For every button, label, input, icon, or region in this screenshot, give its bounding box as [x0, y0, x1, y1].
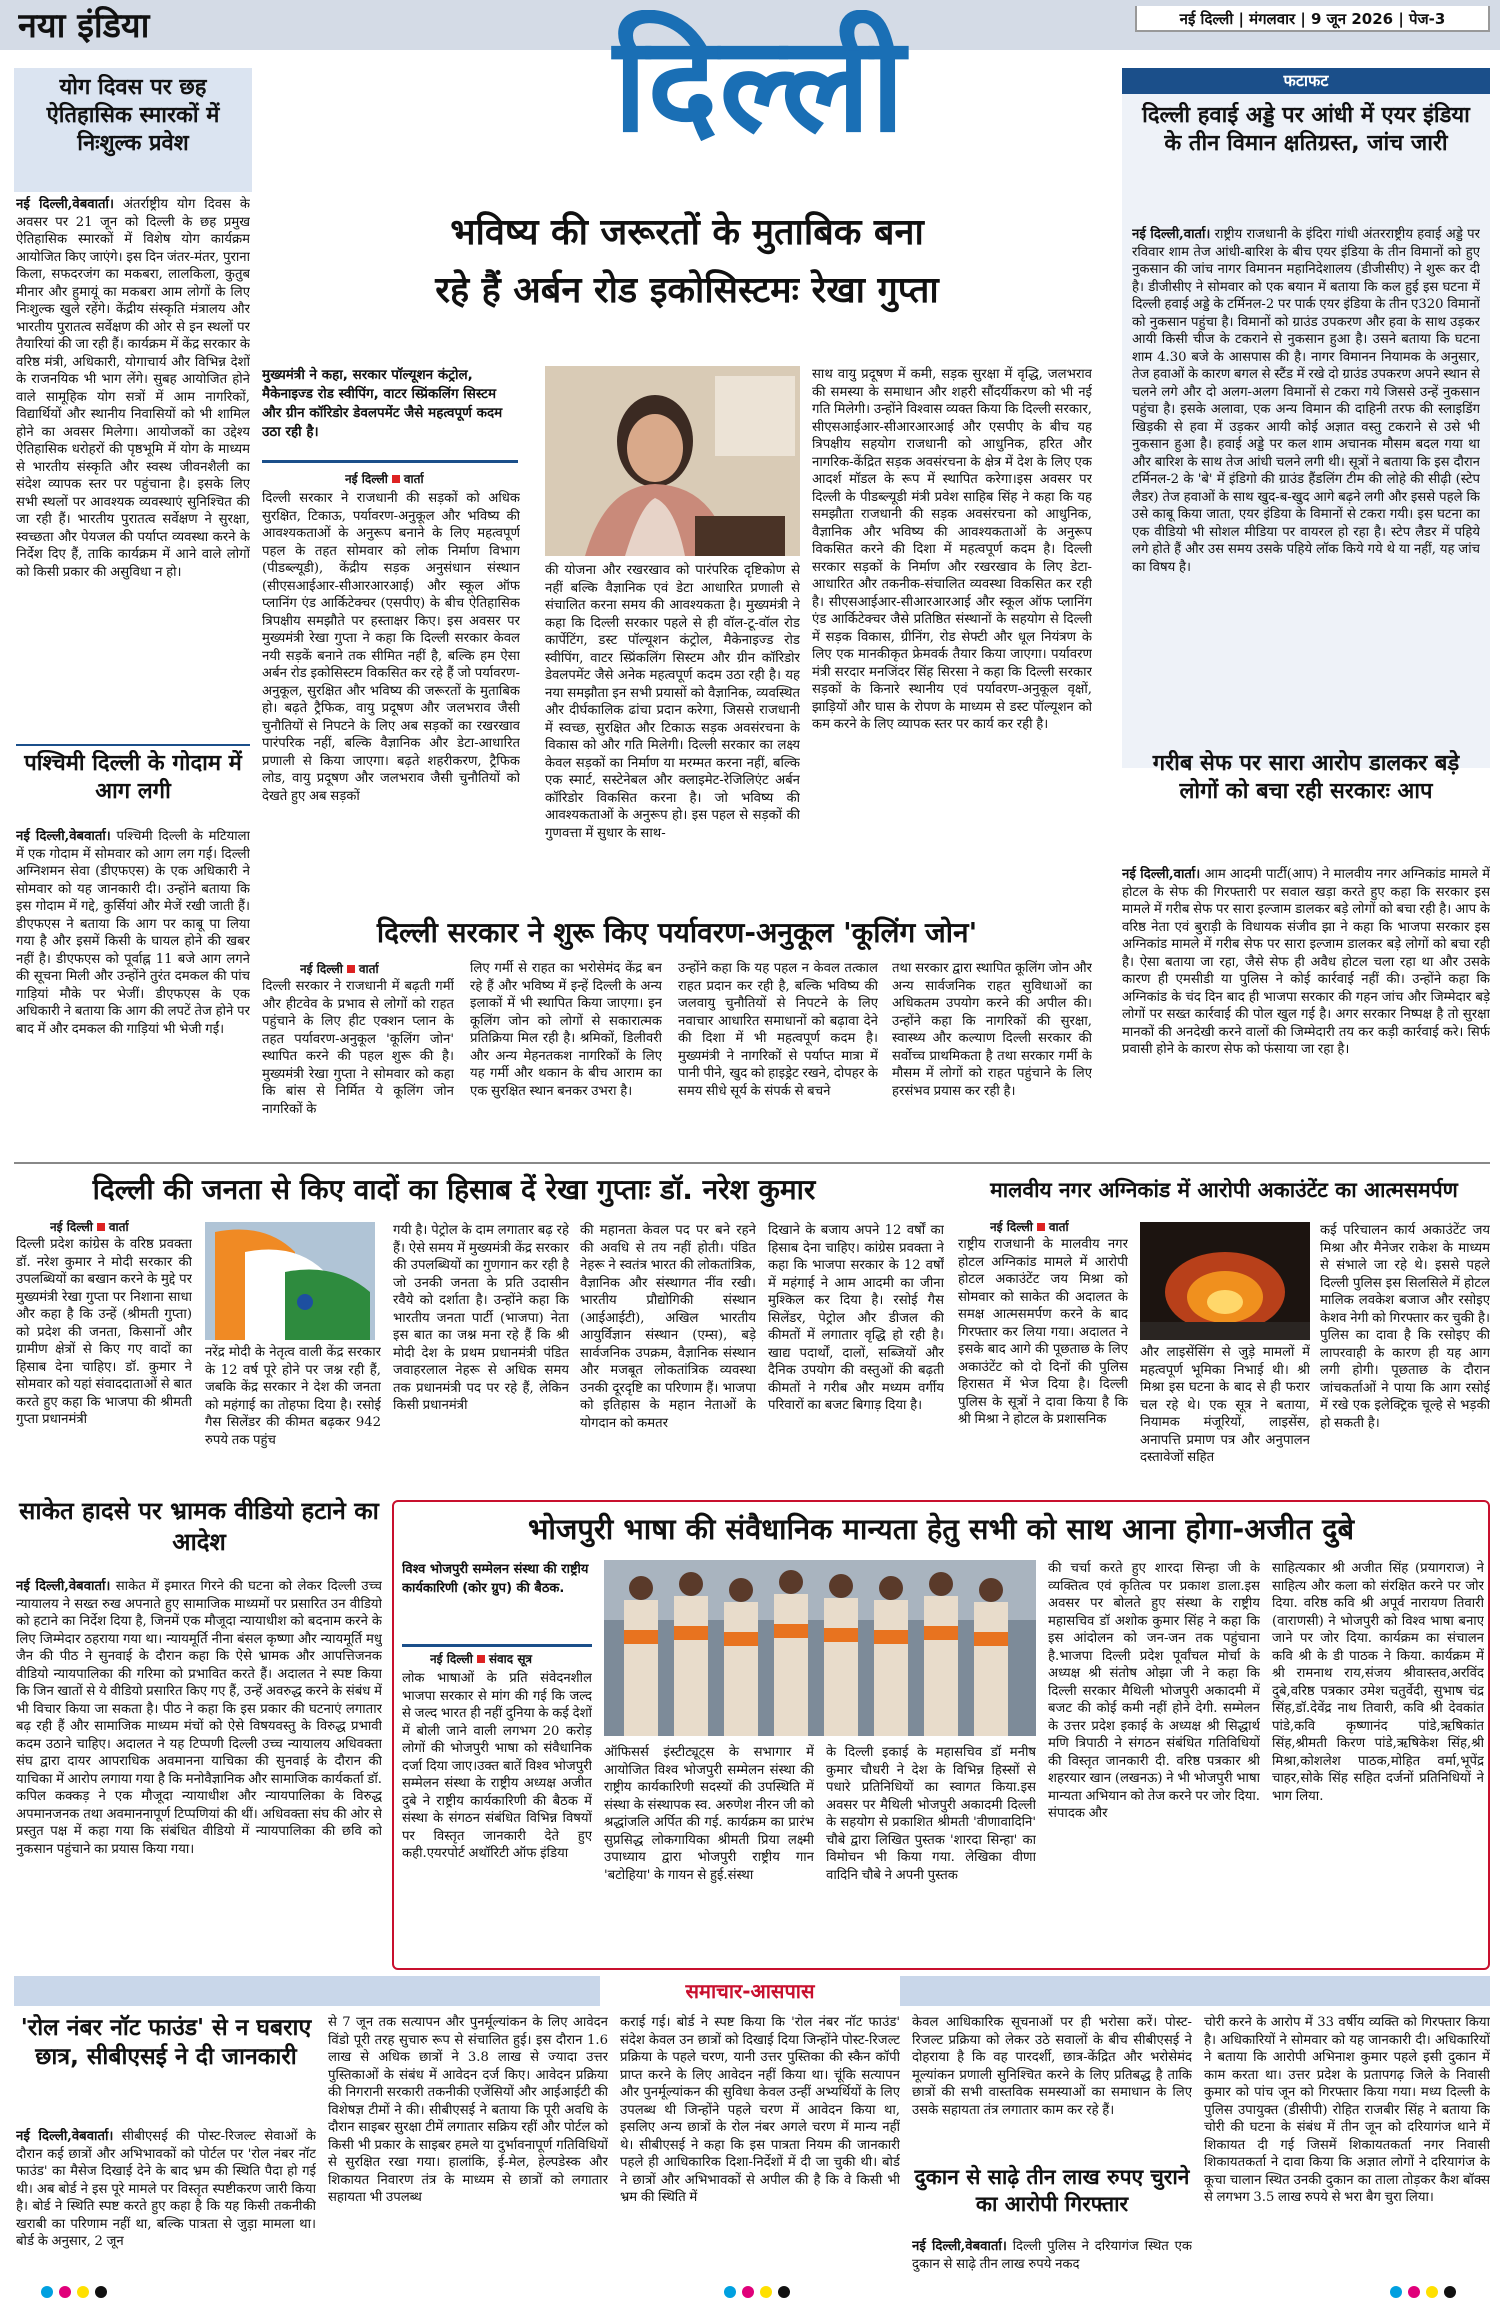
aap-dateline: नई दिल्ली,वार्ता। — [1122, 867, 1201, 882]
bhojpuri-col5: साहित्यकार श्री अजीत सिंह (प्रयागराज) ने साहित्य और कला को संरक्षित करने पर जोर दिया. वरिष्ठ कवि श्री अपूर्व नारायण तिवारी (वाराणसी) ने भोजपुरी को विश्व भाषा बनाए जाने पर जोर दिया. कार्यक्रम का संचालन कवि श्री के डी पाठक ने किया. कार्यक्रम में श्री रामनाथ राय,संजय श्रीवास्तव,अरविंद दुबे,वरिष्ठ पत्रकार उमेश चतुर्वेदी, सुभाष चंद्र सिंह,डॉ.देवेंद्र नाथ तिवारी, कवि श्री देवकांत पांडे,कवि कृष्णानंद पांडे,ऋषिकांत सिंह,श्रीमती किरण पांडे,ऋषिकेश सिंह,श्री मिश्रा,कोशलेश पाठक,मोहित वर्मा,भूपेंद्र चाहर,सोके सिंह सहित दर्जनों प्रतिनिधियों ने भाग लिया. — [1272, 1561, 1484, 1804]
cooling-col1: दिल्ली सरकार ने राजधानी में बढ़ती गर्मी और हीटवेव के प्रभाव से लोगों को राहत पहुंचाने के लिए हीट एक्शन प्लान के तहत पर्यावरण-अनुकूल 'कूलिंग जोन' स्थापित करने की पहल शुरू की है। मुख्यमंत्री रेखा गुप्ता ने सोमवार को कहा कि बांस से निर्मित ये कूलिंग जोन नागरिकों के — [262, 979, 454, 1117]
main-col3: साथ वायु प्रदूषण में कमी, सड़क सुरक्षा में वृद्धि, जलभराव की समस्या के समाधान और शहरी सौंदर्यीकरण को भी नई गति मिलेगी। उन्होंने विश्वास व्यक्त किया कि दिल्ली सरकार, सीएसआईआर-सीआरआरआई और एसपीए के बीच यह त्रिपक्षीय सहयोग राजधानी को आधुनिक, हरित और नागरिक-केंद्रित सड़क अवसंरचना के क्षेत्र में देश के लिए एक आदर्श मॉडल के रूप में स्थापित करेगा।इस अवसर पर दिल्ली के पीडब्ल्यूडी मंत्री प्रवेश साहिब सिंह ने कहा कि यह समझौता राजधानी की सड़क अवसंरचना को आधुनिक, वैज्ञानिक और भविष्य की आवश्यकताओं के अनुरूप विकसित करने की दिशा में महत्वपूर्ण कदम है। दिल्ली सरकार सड़कों के निर्माण और रखरखाव के लिए डेटा-आधारित और तकनीक-संचालित व्यवस्था विकसित कर रही है। सीएसआईआर-सीआरआरआई और स्कूल ऑफ प्लानिंग एंड आर्किटेक्चर जैसे प्रतिष्ठित संस्थानों के सहयोग से दिल्ली में सड़क विकास, ग्रीनिंग, रोड सेफ्टी और धूल नियंत्रण के लिए एक मानकीकृत फ्रेमवर्क तैयार किया जाएगा। पर्यावरण मंत्री सरदार मनजिंदर सिंह सिरसा ने कहा कि दिल्ली सरकार सड़कों के किनारे स्थानीय एवं पर्यावरण-अनुकूल वृक्षों, झाड़ियों और घास के रोपण के माध्यम से डस्ट पॉल्यूशन को कम करने के लिए व्यापक स्तर पर कार्य कर रही है। — [812, 367, 1092, 732]
yoga-body — [16, 196, 250, 740]
yoga-dateline: नई दिल्ली,वेबवार्ता। — [16, 197, 114, 212]
cbse-col3: कराई गई। बोर्ड ने स्पष्ट किया कि 'रोल नंबर नॉट फाउंड' संदेश केवल उन छात्रों को दिखाई दिया जिन्होंने पोस्ट-रिजल्ट प्रक्रिया के पहले चरण, यानी उत्तर पुस्तिका की स्कैन कॉपी प्राप्त करने के लिए आवेदन नहीं किया था। चूंकि सत्यापन और पुनर्मूल्यांकन की सुविधा केवल उन्हीं अभ्यर्थियों के लिए उपलब्ध थी जिन्होंने पहले चरण में आवेदन किया था, इसलिए अन्य छात्रों के रोल नंबर अगले चरण में मान्य नहीं थे। सीबीएसई ने कहा कि इस पात्रता नियम की जानकारी पहले ही आधिकारिक दिशा-निर्देशों में दी जा चुकी थी। बोर्ड ने छात्रों और अभिभावकों से अपील की है कि वे किसी भी भ्रम की स्थिति में — [620, 2015, 900, 2205]
cooling-byline-agency: वार्ता — [358, 962, 379, 976]
naresh-headline: दिल्ली की जनता से किए वादों का हिसाब दें रेखा गुप्ताः डॉ. नरेश कुमार — [92, 1173, 816, 1206]
naresh-col3: गयी है। पेट्रोल के दाम लगातार बढ़ रहे हैं। ऐसे समय में मुख्यमंत्री केंद्र सरकार की उपलब्धियों का गुणगान कर रही है जो उनकी जनता के प्रति उदासीन रवैये को दर्शाता है। उन्होंने कहा कि भारतीय जनता पार्टी (भाजपा) नेता इस बात का जश्न मना रहे हैं कि श्री मोदी देश के प्रथम प्रधानमंत्री पंडित जवाहरलाल नेहरू से अधिक समय तक प्रधानमंत्री पद पर रहे हैं, लेकिन किसी प्रधानमंत्री — [393, 1223, 569, 1413]
malviya-byline-agency: वार्ता — [1048, 1220, 1069, 1234]
bhojpuri-byline — [430, 1650, 600, 1668]
main-headline-line2: रहे हैं अर्बन रोड इकोसिस्टमः रेखा गुप्ता — [435, 270, 939, 311]
fire-photo — [1140, 1222, 1310, 1340]
divider — [16, 744, 250, 746]
naresh-col1: दिल्ली प्रदेश कांग्रेस के वरिष्ठ प्रवक्ता डॉ. नरेश कुमार ने मोदी सरकार की उपलब्धियों का बखान करने के मुद्दे पर मुख्यमंत्री रेखा गुप्ता पर निशाना साधा और कहा है कि उन्हें (श्रीमती गुप्ता) को प्रदेश की जनता, किसानों और ग्रामीण क्षेत्रों से किए गए वादों का हिसाब देना चाहिए। डॉ. कुमार ने सोमवार को यहां संवाददाताओं से बात करते हुए कहा कि भाजपा की श्रीमती गुप्ता प्रधानमंत्री — [16, 1237, 192, 1427]
congress-flag-photo — [205, 1222, 375, 1340]
cbse-headline: 'रोल नंबर नॉट फाउंड' से न घबराए छात्र, सीबीएसई ने दी जानकारी — [20, 2015, 312, 2071]
bhojpuri-byline-city: नई दिल्ली — [430, 1652, 473, 1666]
cooling-headline: दिल्ली सरकार ने शुरू किए पर्यावरण-अनुकूल 'कूलिंग जोन' — [376, 916, 978, 949]
bhojpuri-byline-agency: संवाद सूत्र — [488, 1652, 533, 1666]
godown-headline: पश्चिमी दिल्ली के गोदाम में आग लगी — [24, 751, 242, 805]
naresh-byline — [50, 1218, 210, 1236]
theft-dateline: नई दिल्ली,वेबवार्ता। — [912, 2239, 1007, 2254]
godown-text: पश्चिमी दिल्ली के मटियाला में एक गोदाम में सोमवार को आग लग गई। दिल्ली अग्निशमन सेवा (डीएफएस) के एक अधिकारी ने सोमवार को यह जानकारी दी। उन्होंने बताया कि इस गोदाम में गद्दे, कुर्सियां और मेजें रखी जाती हैं। डीएफएस ने बताया कि आग पर काबू पा लिया गया है और इसमें किसी के घायल होने की खबर नहीं है। डीएफएस को पूर्वाह्न 11 बजे आग लगने की सूचना मिली और उन्होंने तुरंत दमकल की पांच गाड़ियां मौके पर भेजीं। डीएफएस के एक अधिकारी ने बताया कि आग की लपटें तेज होने पर बाद में और दमकल की गाड़ियां भी भेजी गईं। — [16, 829, 250, 1037]
main-byline — [345, 470, 515, 488]
book-launch-photo — [604, 1560, 1036, 1736]
bhojpuri-headline: भोजपुरी भाषा की संवैधानिक मान्यता हेतु सभी को साथ आना होगा-अजीत दुबे — [527, 1512, 1355, 1546]
aap-body — [1122, 866, 1490, 1158]
malviya-headline: मालवीय नगर अग्निकांड में आरोपी अकाउंटेंट का आत्मसमर्पण — [990, 1178, 1458, 1202]
bhojpuri-subhead: विश्व भोजपुरी सम्मेलन संस्था की राष्ट्रीय कार्यकारिणी (कोर ग्रुप) की बैठक. — [402, 1562, 589, 1596]
naresh-col5: दिखाने के बजाय अपने 12 वर्षों का हिसाब देना चाहिए। कांग्रेस प्रवक्ता ने कहा कि भाजपा सरकार के 12 वर्षों में महंगाई ने आम आदमी का जीना मुश्किल कर दिया है। रसोई गैस सिलेंडर, पेट्रोल और डीजल की कीमतों में लगातार वृद्धि हो रही है। खाद्य पदार्थों, दालों, सब्जियों और दैनिक उपयोग की वस्तुओं की बढ़ती कीमतों ने गरीब और मध्यम वर्गीय परिवारों का बजट बिगाड़ दिया है। — [768, 1223, 944, 1413]
bhojpuri-col4: की चर्चा करते हुए शारदा सिन्हा जी के व्यक्तित्व एवं कृतित्व पर प्रकाश डाला.इस अवसर पर बोलते हुए संस्था के राष्ट्रीय महासचिव डॉ अशोक कुमार सिंह ने कहा कि इस आंदोलन को जन-जन तक पहुंचाना है.भाजपा दिल्ली प्रदेश पूर्वांचल मोर्चा के अध्यक्ष श्री संतोष ओझा जी ने कहा कि दिल्ली सरकार मैथिली भोजपुरी अकादमी में बजट की कोई कमी नहीं होने देगी. सम्मेलन के उत्तर प्रदेश इकाई के अध्यक्ष श्री सिद्धार्थ मणि त्रिपाठी ने संगठन संबंधित गतिविधियों की विस्तृत जानकारी दी. वरिष्ठ पत्रकार श्री शहरयार खान (लखनऊ) ने भी भोजपुरी भाषा मान्यता अभियान को तेज करने पर जोर दिया. संपादक और — [1048, 1561, 1260, 1821]
cbse-col1 — [16, 2128, 316, 2280]
main-byline-agency: वार्ता — [403, 472, 424, 486]
section-divider — [14, 1162, 1490, 1164]
section-label: समाचार-आसपास — [600, 1976, 900, 2006]
naresh-col2: नरेंद्र मोदी के नेतृत्व वाली केंद्र सरकार के 12 वर्ष पूरे होने पर जश्न रही हैं, जबकि केंद्र सरकार ने देश की जनता को महंगाई का तोहफा दिया है। रसोई गैस सिलेंडर की कीमत बढ़कर 942 रुपये तक पहुंच — [205, 1345, 381, 1448]
main-col1: दिल्ली सरकार ने राजधानी की सड़कों को अधिक सुरक्षित, टिकाऊ, पर्यावरण-अनुकूल और भविष्य की आवश्यकताओं के अनुरूप बनाने के लिए महत्वपूर्ण पहल के तहत सोमवार को लोक निर्माण विभाग (पीडब्ल्यूडी), केंद्रीय सड़क अनुसंधान संस्थान (सीएसआईआर-सीआरआरआई) और स्कूल ऑफ प्लानिंग एंड आर्किटेक्चर (एसपीए) के बीच ऐतिहासिक त्रिपक्षीय समझौते पर हस्ताक्षर किए। इस अवसर पर मुख्यमंत्री रेखा गुप्ता ने कहा कि दिल्ली सरकार केवल नयी सड़कें बनाने तक सीमित नहीं है, बल्कि हम ऐसा अर्बन रोड इकोसिस्टम विकसित कर रहे हैं जो पर्यावरण-अनुकूल, सुरक्षित और भविष्य की जरूरतों के मुताबिक हो। बढ़ते ट्रैफिक, वायु प्रदूषण और जलभराव जैसी चुनौतियों से निपटने के लिए अब सड़कों का रखरखाव पारंपरिक नहीं, बल्कि वैज्ञानिक और डेटा-आधारित प्रणाली से किया जाएगा। बढ़ते शहरीकरण, ट्रैफिक लोड, वायु प्रदूषण और जलभराव जैसी चुनौतियों को देखते हुए अब सड़कों — [262, 491, 520, 804]
main-col2: की योजना और रखरखाव को पारंपरिक दृष्टिकोण से नहीं बल्कि वैज्ञानिक एवं डेटा आधारित प्रणाली से संचालित करना समय की आवश्यकता है। मुख्यमंत्री ने कहा कि दिल्ली सरकार पहले से ही वॉल-टू-वॉल रोड कार्पेटिंग, डस्ट पॉल्यूशन कंट्रोल, मैकेनाइज्ड रोड स्वीपिंग, वाटर स्प्रिंकलिंग सिस्टम और ग्रीन कॉरिडोर डेवलपमेंट जैसे अनेक महत्वपूर्ण कदम उठा रही है। यह नया समझौता इन सभी प्रयासों को वैज्ञानिक, व्यवस्थित और दीर्घकालिक ढांचा प्रदान करेगा, जिससे राजधानी में स्वच्छ, सुरक्षित और टिकाऊ सड़क अवसंरचना के विकास को और गति मिलेगी। दिल्ली सरकार का लक्ष्य केवल सड़कों का निर्माण या मरम्मत करना नहीं, बल्कि एक स्मार्ट, सस्टेनेबल और क्लाइमेट-रेजिलिएंट अर्बन कॉरिडोर विकसित करना है। जो भविष्य की आवश्यकताओं के अनुरूप हो। इस पहल से सड़कों की गुणवत्ता में सुधार के साथ- — [545, 563, 800, 841]
cbse-dateline: नई दिल्ली,वेबवार्ता। — [16, 2129, 114, 2144]
page-city-title: दिल्ली — [613, 10, 907, 160]
bhojpuri-col3: के दिल्ली इकाई के महासचिव डॉ मनीष कुमार चौधरी ने देश के विभिन्न हिस्सों से पधारे प्रतिनिधियों का स्वागत किया.इस अवसर पर मैथिली भोजपुरी अकादमी दिल्ली के सहयोग से प्रकाशित श्रीमती 'वीणावादिनि' चौबे द्वारा लिखित पुस्तक 'शारदा सिन्हा' का विमोचन भी किया गया. लेखिका वीणा वादिनि चौबे ने अपनी पुस्तक — [826, 1745, 1036, 1883]
yoga-headline: योग दिवस पर छह ऐतिहासिक स्मारकों में निःशुल्क प्रवेश — [46, 75, 220, 157]
cbse-col2: से 7 जून तक सत्यापन और पुनर्मूल्यांकन के लिए आवेदन विंडो पूरी तरह सुचारु रूप से संचालित हुई। इस दौरान 1.6 लाख से अधिक छात्रों ने 3.8 लाख से ज्यादा उत्तर पुस्तिकाओं के संबंध में आवेदन दर्ज किए। आवेदन प्रक्रिया की निगरानी सरकारी तकनीकी एजेंसियों और आईआईटी की विशेषज्ञ टीमों ने की। सीबीएसई ने बताया कि पूरी अवधि के दौरान साइबर सुरक्षा टीमें लगातार सक्रिय रहीं और पोर्टल को किसी भी प्रकार के साइबर हमले या दुर्भावनापूर्ण गतिविधियों से सुरक्षित रखा गया। हालांकि, ई-मेल, हेल्पडेस्क और शिकायत निवारण तंत्र के माध्यम से छात्रों को लगातार सहायता भी उपलब्ध — [328, 2015, 608, 2205]
naresh-byline-city: नई दिल्ली — [50, 1220, 93, 1234]
saket-headline: साकेत हादसे पर भ्रामक वीडियो हटाने का आदेश — [19, 1497, 379, 1556]
main-headline-line1: भविष्य की जरूरतों के मुताबिक बना — [450, 212, 924, 253]
dateline-bar: नई दिल्ली | मंगलवार | 9 जून 2026 | पेज-3 — [1135, 6, 1490, 32]
cooling-byline-city: नई दिल्ली — [300, 962, 343, 976]
divider — [402, 1644, 592, 1647]
cooling-col2: लिए गर्मी से राहत का भरोसेमंद केंद्र बन रहे हैं और भविष्य में इन्हें दिल्ली के अन्य इलाकों में भी स्थापित किया जाएगा। इन कूलिंग जोन को लोगों से सकारात्मक प्रतिक्रिया मिल रही है। श्रमिकों, डिलीवरी और अन्य मेहनतकश नागरिकों के लिए यह गर्मी और थकान के बीच आराम का एक सुरक्षित स्थान बनकर उभरा है। — [470, 961, 662, 1099]
main-summary: मुख्यमंत्री ने कहा, सरकार पॉल्यूशन कंट्रोल, मैकेनाइज्ड रोड स्वीपिंग, वाटर स्प्रिंकलिंग सिस्टम और ग्रीन कॉरिडोर डेवलपमेंट जैसे महत्वपूर्ण कदम उठा रही है। — [262, 367, 503, 440]
cooling-col3: उन्होंने कहा कि यह पहल न केवल तत्काल राहत प्रदान कर रही है, बल्कि भविष्य की जलवायु चुनौतियों से निपटने के लिए नवाचार आधारित समाधानों को बढ़ावा देने की दिशा में भी महत्वपूर्ण कदम है। मुख्यमंत्री ने नागरिकों से पर्याप्त मात्रा में पानी पीने, खुद को हाइड्रेट रखने, दोपहर के समय सीधे सूर्य के संपर्क से बचने — [678, 961, 878, 1099]
saket-body — [16, 1578, 382, 1968]
fatafat-dateline: नई दिल्ली,वार्ता। — [1132, 227, 1211, 242]
registration-marks — [40, 2284, 1460, 2298]
godown-dateline: नई दिल्ली,वेबवार्ता। — [16, 829, 111, 844]
theft-col2: चोरी करने के आरोप में 33 वर्षीय व्यक्ति को गिरफ्तार किया है। अधिकारियों ने सोमवार को यह जानकारी दी। अधिकारियों ने बताया कि आरोपी अभिनाश कुमार पहले इसी दुकान में काम करता था। उत्तर प्रदेश के प्रतापगढ़ जिले के निवासी कुमार को पांच जून को गिरफ्तार किया गया। मध्य दिल्ली के पुलिस उपायुक्त (डीसीपी) रोहित राजबीर सिंह ने बताया कि चोरी की घटना के संबंध में तीन जून को दरियागंज थाने में शिकायत दी गई जिसमें शिकायतकर्ता नगर निवासी शिकायतकर्ता ने दावा किया कि अज्ञात लोगों ने दरियागंज के कूचा चालान स्थित उनकी दुकान का ताला तोड़कर कैश बॉक्स से लगभग 3.5 लाख रुपये से भरा बैग चुरा लिया। — [1204, 2015, 1490, 2205]
fatafat-text: राष्ट्रीय राजधानी के इंदिरा गांधी अंतरराष्ट्रीय हवाई अड्डे पर रविवार शाम तेज आंधी-बारिश के बीच एयर इंडिया के तीन विमानों को हुए नुकसान की जांच नागर विमानन महानिदेशालय (डीजीसीए) ने शुरू कर दी है। डीजीसीए ने सोमवार को एक बयान में बताया कि कल हुई इस घटना में दिल्ली हवाई अड्डे के टर्मिनल-2 पर पार्क एयर इंडिया के तीन ए320 विमानों को नुकसान पहुंचा है। विमानों को ग्राउंड उपकरण और हवा के साथ उड़कर आयी किसी चीज के टकराने से नुकसान हुआ है। उसने बताया कि घटना शाम 4.30 बजे के आसपास की है। नागर विमानन नियामक के अनुसार, तेज हवाओं के कारण बगल से स्टैंड में रखे दो ग्राउंड उपकरण अपने स्थान से चलने लगे और दो अलग-अलग विमानों से टकरा गये जिससे उन्हें नुकसान पहुंचा है। इसके अलावा, एक अन्य विमान की दाहिनी तरफ की स्लाइडिंग खिड़की से हवा में उड़कर आयी कोई अज्ञात वस्तु टकराने से उसे भी नुकसान हुआ है। हवाई अड्डे पर कल शाम अचानक मौसम बदल गया था और बारिश के साथ तेज आंधी चलने लगी थी। सूत्रों ने बताया कि इस दौरान टर्मिनल-2 के 'बे' में इंडिगो की ग्राउंड हैंडलिंग टीम की लोहे की सीढ़ी (स्टेप लैडर) तेज हवाओं के साथ खुद-ब-खुद आगे बढ़ने लगी और इससे पहले कि उसे काबू किया जाता, एयर इंडिया के विमानों से टकरा गयी। इस घटना का एक वीडियो भी सोशल मीडिया पर वायरल हो रहा है। स्टेप लैडर में पहिये लगे होते हैं और उस समय उसके पहिये लॉक किये गये थे या नहीं, यह जांच का विषय है। — [1132, 227, 1480, 575]
saket-text: साकेत में इमारत गिरने की घटना को लेकर दिल्ली उच्च न्यायालय ने सख्त रुख अपनाते हुए सामाजिक माध्यमों पर प्रसारित उन वीडियो को हटाने का निर्देश दिया है, जिनमें एक मौजूदा न्यायाधीश को बदनाम करने के लिए जिम्मेदार ठहराया गया था। न्यायमूर्ति नीना बंसल कृष्णा और न्यायमूर्ति मधु जैन की पीठ ने सुनवाई के दौरान कहा कि ऐसे भ्रामक और आपत्तिजनक वीडियो न्यायपालिका की गरिमा को प्रभावित करते हैं। अदालत ने स्पष्ट किया कि जिन खातों से ये वीडियो प्रसारित किए गए हैं, उन्हें अवरुद्ध करने के संबंध में भी विचार किया जा सकता है। पीठ ने कहा कि इस प्रकार की घटनाएं लगातार बढ़ रही हैं और सामाजिक माध्यम मंचों को ऐसे विषयवस्तु के विरुद्ध प्रभावी कदम उठाने चाहिए। अदालत ने यह टिप्पणी दिल्ली उच्च न्यायालय अधिवक्ता संघ द्वारा दायर आपराधिक अवमानना याचिका की सुनवाई के दौरान की याचिका में आरोप लगाया गया है कि मनोवैज्ञानिक और सामाजिक कार्यकर्ता डॉ. कपिल कक्कड़ ने एक मौजूदा न्यायाधीश और न्यायपालिका के विरुद्ध अपमानजनक तथा अवमाननापूर्ण टिप्पणियां की थीं। अधिवक्ता संघ की ओर से प्रस्तुत पक्ष में कहा गया कि संबंधित वीडियो में न्यायपालिका की छवि को नुकसान पहुंचाने का प्रयास किया गया। — [16, 1579, 382, 1857]
naresh-col4: की महानता केवल पद पर बने रहने की अवधि से तय नहीं होती। पंडित नेहरू ने स्वतंत्र भारत की लोकतांत्रिक, वैज्ञानिक और संस्थागत नींव रखी। भारतीय प्रौद्योगिकी संस्थान (आईआईटी), अखिल भारतीय आयुर्विज्ञान संस्थान (एम्स), बड़े सार्वजनिक उपक्रम, वैज्ञानिक संस्थान और मजबूत लोकतांत्रिक व्यवस्था उनकी दूरदृष्टि का परिणाम हैं। भाजपा को इतिहास के महान नेताओं के योगदान को कमतर — [580, 1223, 756, 1431]
main-byline-city: नई दिल्ली — [345, 472, 388, 486]
cbse-col4: केवल आधिकारिक सूचनाओं पर ही भरोसा करें। पोस्ट-रिजल्ट प्रक्रिया को लेकर उठे सवालों के बीच सीबीएसई ने दोहराया है कि वह पारदर्शी, छात्र-केंद्रित और भरोसेमंद मूल्यांकन प्रणाली सुनिश्चित करने के लिए प्रतिबद्ध है ताकि छात्रों की सभी वास्तविक समस्याओं का समाधान के लिए उसके सहायता तंत्र लगातार काम कर रहे हैं। — [912, 2015, 1192, 2118]
theft-body — [912, 2238, 1192, 2280]
malviya-col3: कई परिचालन कार्य अकाउंटेंट जय मिश्रा और मैनेजर राकेश के माध्यम से संभाले जा रहे थे। इससे पहले दिल्ली पुलिस इस सिलसिले में होटल मालिक लवकेश बजाज और रसोइए केशव नेगी को गिरफ्तार कर चुकी है। पुलिस का दावा है कि रसोइए की लापरवाही के कारण ही यह आग लगी होगी। पूछताछ के दौरान जांचकर्ताओं ने पाया कि आग रसोई में रखे एक इलेक्ट्रिक चूल्हे से भड़की हो सकती है। — [1320, 1223, 1490, 1431]
fatafat-headline: दिल्ली हवाई अड्डे पर आंधी में एयर इंडिया के तीन विमान क्षतिग्रस्त, जांच जारी — [1142, 103, 1470, 157]
aap-headline: गरीब सेफ पर सारा आरोप डालकर बड़े लोगों को बचा रही सरकारः आप — [1152, 751, 1460, 805]
bhojpuri-col2: ऑफिसर्स इंस्टीट्यूट्स के सभागार में आयोजित विश्व भोजपुरी सम्मेलन संस्था की राष्ट्रीय कार्यकारिणी सदस्यों की उपस्थिति में संस्था के संस्थापक स्व. अरुणेश नीरन जी को श्रद्धांजलि अर्पित की गई. कार्यक्रम का प्रारंभ सुप्रसिद्ध लोकगायिका श्रीमती प्रिया लक्ष्मी उपाध्याय द्वारा भोजपुरी राष्ट्रीय गान 'बटोहिया' के गायन से हुई.संस्था — [604, 1745, 814, 1883]
cooling-byline — [300, 960, 470, 978]
malviya-col2: और लाइसेंसिंग से जुड़े मामलों में महत्वपूर्ण भूमिका निभाई थी। श्री मिश्रा इस घटना के बाद से ही फरार चल रहे थे। एक सूत्र ने बताया, नियामक मंजूरियों, लाइसेंस, अनापत्ति प्रमाण पत्र और अनुपालन दस्तावेजों सहित — [1140, 1345, 1310, 1465]
rekha-gupta-photo — [545, 366, 800, 556]
theft-text: दिल्ली पुलिस ने दरियागंज स्थित एक दुकान से साढ़े तीन लाख रुपये नकद — [912, 2239, 1192, 2272]
fatafat-label: फटाफट — [1122, 68, 1490, 94]
divider — [262, 460, 518, 463]
theft-headline: दुकान से साढ़े तीन लाख रुपए चुराने का आरोपी गिरफ्तार — [914, 2165, 1190, 2216]
saket-dateline: नई दिल्ली,वेबवार्ता। — [16, 1579, 111, 1594]
godown-body — [16, 828, 250, 1158]
malviya-byline — [990, 1218, 1150, 1236]
malviya-col1: राष्ट्रीय राजधानी के मालवीय नगर होटल अग्निकांड मामले में आरोपी होटल अकाउंटेंट जय मिश्रा को सोमवार को साकेत की अदालत के समक्ष आत्मसमर्पण करने के बाद गिरफ्तार कर लिया गया। अदालत ने इसके बाद आगे की पूछताछ के लिए अकाउंटेंट को दो दिनों की पुलिस हिरासत में भेज दिया है। दिल्ली पुलिस के सूत्रों ने दावा किया है कि श्री मिश्रा ने होटल के प्रशासनिक — [958, 1237, 1128, 1427]
aap-text: आम आदमी पार्टी(आप) ने मालवीय नगर अग्निकांड मामले में होटल के सेफ की गिरफ्तारी पर सवाल खड़ा करते हुए कहा कि सरकार इस मामले में गरीब सेफ पर सारा इल्जाम डालकर बड़े लोगों को बचा रही है। आप के वरिष्ठ नेता एवं बुराड़ी के विधायक संजीव झा ने कहा कि भाजपा सरकार इस अग्निकांड मामले में गरीब सेफ पर सारा इल्जाम डालकर बड़े लोगों को बचा रही है। ऐसा बताया जा रहा, जैसे सेफ ही अवैध होटल चला रहा था और उसके कारण ही एमसीडी या पुलिस ने कोई कार्रवाई नहीं की। उन्होंने कहा कि अग्निकांड के चंद दिन बाद ही भाजपा सरकार की गहन जांच और जिम्मेदार बड़े लोगों पर सख्त कार्रवाई की पोल खुल गई है। अगर सरकार निष्पक्ष है तो सुरक्षा मानकों की अनदेखी करने वालों की जिम्मेदारी तय कर कड़ी कार्रवाई करे। सिर्फ प्रवासी होने के कारण सेफ को फंसाया जा रहा है। — [1122, 867, 1490, 1057]
bhojpuri-col1: लोक भाषाओं के प्रति संवेदनशील भाजपा सरकार से मांग की गई कि जल्द से जल्द भारत ही नहीं दुनिया के कई देशों में बोली जाने वाली लगभग 20 करोड़ लोगों की भोजपुरी भाषा को संवैधानिक दर्जा दिया जाए।उक्त बातें विश्व भोजपुरी सम्मेलन संस्था के राष्ट्रीय अध्यक्ष अजीत दुबे ने राष्ट्रीय कार्यकारिणी की बैठक में संस्था के संगठन संबंधित विभिन्न विषयों पर विस्तृत जानकारी देते हुए कही.एयरपोर्ट अथॉरिटी ऑफ इंडिया — [402, 1671, 592, 1861]
naresh-byline-agency: वार्ता — [108, 1220, 129, 1234]
cooling-col4: तथा सरकार द्वारा स्थापित कूलिंग जोन और अन्य सार्वजनिक राहत सुविधाओं का अधिकतम उपयोग करने की अपील की। उन्होंने कहा कि नागरिकों की सुरक्षा, स्वास्थ्य और कल्याण दिल्ली सरकार की सर्वोच्च प्राथमिकता है तथा सरकार गर्मी के मौसम में लोगों को राहत पहुंचाने के लिए हरसंभव प्रयास कर रही है। — [892, 961, 1092, 1099]
cbse-text: सीबीएसई की पोस्ट-रिजल्ट सेवाओं के दौरान कई छात्रों और अभिभावकों को पोर्टल पर 'रोल नंबर नॉट फाउंड' का मैसेज दिखाई देने के बाद भ्रम की स्थिति पैदा हो गई थी। अब बोर्ड ने इस पूरे मामले पर विस्तृत स्पष्टीकरण जारी किया है। बोर्ड ने स्थिति स्पष्ट करते हुए कहा है कि यह किसी तकनीकी खराबी का परिणाम नहीं था, बल्कि पात्रता से जुड़ा मामला था। बोर्ड के अनुसार, 2 जून — [16, 2129, 316, 2249]
yoga-text: अंतर्राष्ट्रीय योग दिवस के अवसर पर 21 जून को दिल्ली के छह प्रमुख ऐतिहासिक स्मारकों में विशेष योग कार्यक्रम आयोजित किए जाएंगे। इस दिन जंतर-मंतर, पुराना किला, सफदरजंग का मकबरा, लालकिला, कुतुब मीनार और हुमायूं का मकबरा आम लोगों के लिए निःशुल्क खुले रहेंगे। केंद्रीय संस्कृति मंत्रालय और भारतीय पुरातत्व सर्वेक्षण की ओर से इन स्थलों पर तैयारियां की जा रही हैं। कार्यक्रम में केंद्र सरकार के वरिष्ठ मंत्री, अधिकारी, योगाचार्य और विभिन्न देशों के राजनयिक भी भाग लेंगे। सुबह आयोजित होने वाले सामूहिक योग सत्रों में आम नागरिकों, विद्यार्थियों और स्थानीय निवासियों को भी शामिल होने का अवसर मिलेगा। आयोजकों का उद्देश्य ऐतिहासिक धरोहरों की पृष्ठभूमि में योग के माध्यम से भारतीय संस्कृति और स्वस्थ जीवनशैली का संदेश व्यापक स्तर पर पहुंचाना है। इसके लिए सभी स्थलों पर आवश्यक व्यवस्थाएं सुनिश्चित की जा रही हैं। भारतीय पुरातत्व सर्वेक्षण ने सुरक्षा, स्वच्छता और पेयजल की पर्याप्त व्यवस्था करने के निर्देश दिए हैं, ताकि कार्यक्रम में आने वाले लोगों को किसी प्रकार की असुविधा न हो। — [16, 197, 250, 580]
fatafat-body — [1132, 226, 1480, 738]
malviya-byline-city: नई दिल्ली — [990, 1220, 1033, 1234]
paper-name: नया इंडिया — [18, 6, 150, 46]
